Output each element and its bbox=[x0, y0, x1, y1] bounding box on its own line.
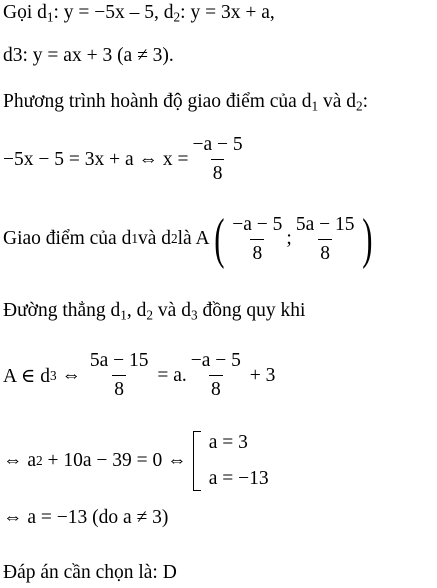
equation-A-in-d3: A ∈ d 3 ⇔ $\frac{5a - 15}{8}$ = a. $\frac{-a - 5}{8}$ + 3 bbox=[3, 350, 276, 400]
text: : y = −5x – 5, d bbox=[53, 2, 174, 23]
line-definition-d3 bbox=[3, 45, 174, 67]
case-2: a = −13 bbox=[208, 468, 269, 489]
line-intersection-equation-intro bbox=[3, 91, 368, 113]
text: và d bbox=[153, 300, 191, 321]
fraction-numerator: −a − 5 bbox=[192, 134, 243, 155]
text: Đường thẳng d bbox=[3, 300, 121, 321]
line-intersection-point: Giao điểm của d 1 và d 2 là A ( $\frac{-a - 5}{8}$ ; $\frac{5a - 15}{8}$ ) bbox=[3, 208, 373, 270]
text: A ∈ d bbox=[3, 365, 50, 387]
subscript: 2 bbox=[146, 307, 154, 323]
solution-cases bbox=[205, 432, 269, 490]
subscript: 1 bbox=[120, 307, 127, 323]
text: Giao điểm của d bbox=[3, 228, 132, 249]
text: và d bbox=[318, 91, 356, 112]
fraction-rhs bbox=[189, 350, 243, 401]
subscript: 2 bbox=[356, 98, 363, 114]
fraction-numerator: 5a − 15 bbox=[89, 350, 149, 371]
fraction-denominator: 8 bbox=[250, 239, 264, 265]
fraction-numerator: −a − 5 bbox=[232, 213, 283, 235]
text: + 10a − 39 = 0 ⇔ bbox=[42, 450, 187, 471]
case-1: a = 3 bbox=[208, 432, 248, 453]
text: Gọi d bbox=[3, 2, 47, 23]
subscript: 1 bbox=[311, 98, 319, 114]
text: + 3 bbox=[244, 364, 276, 386]
text: = a. bbox=[152, 364, 187, 386]
fraction-denominator: 8 bbox=[112, 375, 126, 401]
equation-solve-x bbox=[3, 134, 247, 185]
text: Phương trình hoành độ giao điểm của d bbox=[3, 91, 312, 112]
fraction-x bbox=[191, 134, 245, 185]
equation-quadratic: ⇔ a 2 + 10a − 39 = 0 ⇔ a = 3 a = −13 bbox=[3, 432, 269, 489]
fraction-denominator: 8 bbox=[211, 159, 225, 185]
fraction-denominator: 8 bbox=[318, 239, 332, 265]
line-concurrency-condition bbox=[3, 300, 305, 322]
text: là A bbox=[177, 228, 210, 249]
equivalence-arrow: ⇔ bbox=[56, 364, 86, 386]
equation-conclusion bbox=[3, 507, 168, 529]
text: : bbox=[362, 91, 369, 112]
text: ⇔ a = −13 (do a ≠ 3) bbox=[3, 507, 169, 528]
text: đồng quy khi bbox=[197, 300, 306, 321]
left-paren: ( bbox=[213, 208, 225, 270]
fraction-xA bbox=[230, 214, 284, 265]
subscript: 3 bbox=[190, 307, 198, 323]
text: Đáp án cần chọn là: D bbox=[3, 562, 177, 583]
subscript: 1 bbox=[46, 9, 54, 25]
fraction-lhs bbox=[88, 350, 151, 401]
line-definitions-d1-d2 bbox=[3, 2, 275, 24]
equation-left: −5x − 5 = 3x + a ⇔ x = bbox=[3, 148, 189, 170]
separator: ; bbox=[286, 228, 292, 249]
subscript: 2 bbox=[173, 9, 181, 25]
fraction-yA bbox=[294, 214, 357, 265]
right-paren: ) bbox=[362, 208, 373, 270]
text: và d bbox=[137, 228, 171, 249]
text: : y = 3x + a, bbox=[180, 2, 275, 23]
fraction-denominator: 8 bbox=[209, 375, 223, 401]
answer-line bbox=[3, 562, 177, 584]
fraction-numerator: 5a − 15 bbox=[295, 213, 355, 235]
fraction-numerator: −a − 5 bbox=[190, 350, 241, 371]
text: ⇔ a bbox=[3, 450, 37, 471]
text: , d bbox=[126, 300, 147, 321]
text: d3: y = ax + 3 (a ≠ 3). bbox=[3, 45, 174, 66]
solution-bracket bbox=[193, 431, 201, 491]
